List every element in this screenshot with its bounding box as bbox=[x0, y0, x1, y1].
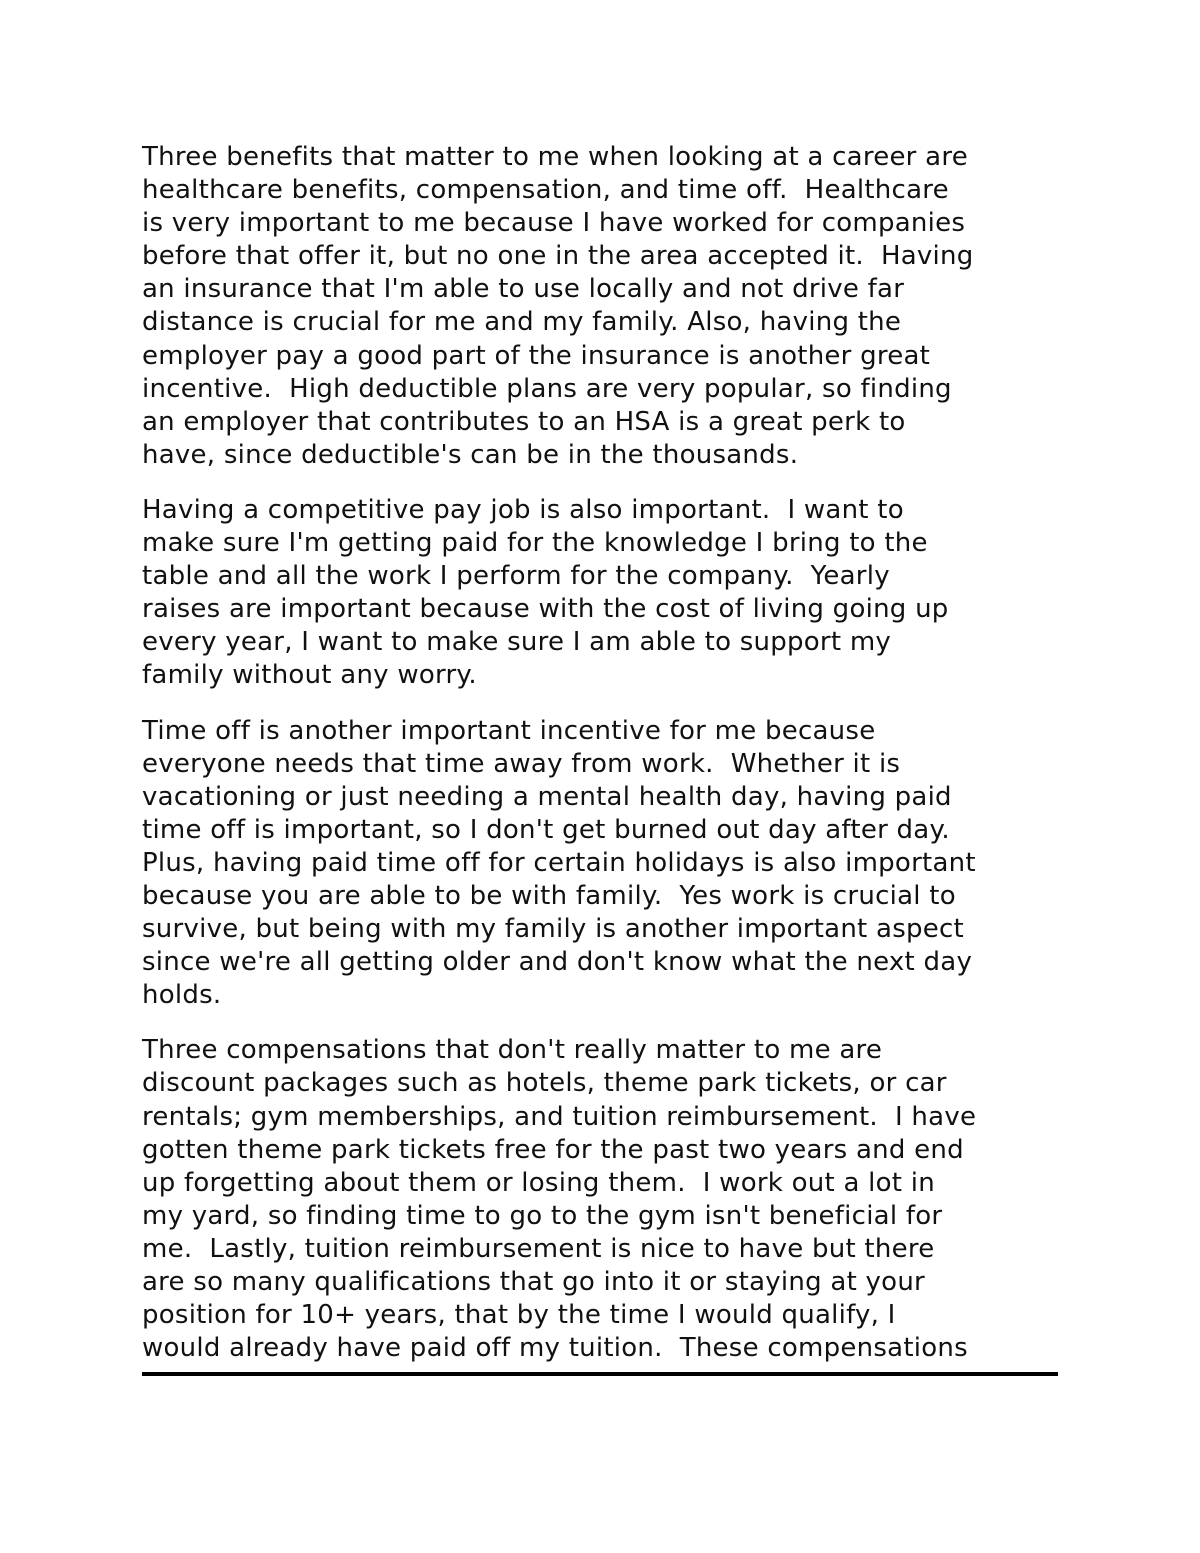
bottom-rule-divider bbox=[142, 1372, 1058, 1376]
text-line: since we're all getting older and don't know what the next day bbox=[142, 947, 973, 978]
text-line: employer pay a good part of the insurance is another great bbox=[142, 340, 931, 371]
text-line: me. Lastly, tuition reimbursement is nice to have but there bbox=[142, 1233, 935, 1264]
text-line: my yard, so finding time to go to the gym isn't beneficial for bbox=[142, 1200, 943, 1231]
text-line: position for 10+ years, that by the time I would qualify, I bbox=[142, 1300, 896, 1331]
text-line: an insurance that I'm able to use locally and not drive far bbox=[142, 274, 905, 305]
text-line: make sure I'm getting paid for the knowledge I bring to the bbox=[142, 528, 928, 559]
text-line: holds. bbox=[142, 980, 222, 1011]
text-line: incentive. High deductible plans are very popular, so finding bbox=[142, 373, 952, 404]
text-line: Three benefits that matter to me when looking at a career are bbox=[142, 142, 968, 172]
text-line: everyone needs that time away from work. Whether it is bbox=[142, 748, 901, 779]
text-line: survive, but being with my family is another important aspect bbox=[142, 914, 964, 945]
text-line: are so many qualifications that go into it or staying at your bbox=[142, 1267, 925, 1297]
paragraph-3 bbox=[142, 715, 1072, 1013]
text-line: have, since deductible's can be in the thousands. bbox=[142, 439, 799, 470]
text-line: healthcare benefits, compensation, and time off. Healthcare bbox=[142, 175, 949, 206]
paragraph-2 bbox=[142, 494, 1072, 693]
text-line: distance is crucial for me and my family. Also, having the bbox=[142, 307, 902, 338]
text-line: because you are able to be with family. Yes work is crucial to bbox=[142, 880, 956, 911]
paragraph-1 bbox=[142, 141, 1072, 472]
text-line: up forgetting about them or losing them. I work out a lot in bbox=[142, 1167, 935, 1198]
text-line: raises are important because with the cost of living going up bbox=[142, 594, 949, 625]
text-line: Time off is another important incentive for me because bbox=[142, 715, 876, 746]
text-line: table and all the work I perform for the company. Yearly bbox=[142, 561, 890, 592]
text-line: every year, I want to make sure I am able to support my bbox=[142, 627, 892, 658]
text-line: an employer that contributes to an HSA is a great perk to bbox=[142, 406, 906, 437]
text-line: Plus, having paid time off for certain holidays is also important bbox=[142, 847, 976, 878]
text-line: discount packages such as hotels, theme park tickets, or car bbox=[142, 1068, 947, 1099]
text-line: rentals; gym memberships, and tuition reimbursement. I have bbox=[142, 1101, 977, 1132]
text-line: Having a competitive pay job is also important. I want to bbox=[142, 494, 904, 525]
text-line: gotten theme park tickets free for the past two years and end bbox=[142, 1134, 964, 1165]
paragraph-4 bbox=[142, 1034, 1072, 1365]
text-line: vacationing or just needing a mental health day, having paid bbox=[142, 781, 952, 812]
text-line: time off is important, so I don't get burned out day after day. bbox=[142, 814, 950, 845]
text-line: Three compensations that don't really matter to me are bbox=[142, 1035, 883, 1066]
text-line: is very important to me because I have worked for companies bbox=[142, 208, 966, 239]
text-line: would already have paid off my tuition. These compensations bbox=[142, 1333, 968, 1364]
text-line: family without any worry. bbox=[142, 660, 477, 691]
text-line: before that offer it, but no one in the area accepted it. Having bbox=[142, 241, 974, 272]
document-body bbox=[142, 141, 1072, 1387]
